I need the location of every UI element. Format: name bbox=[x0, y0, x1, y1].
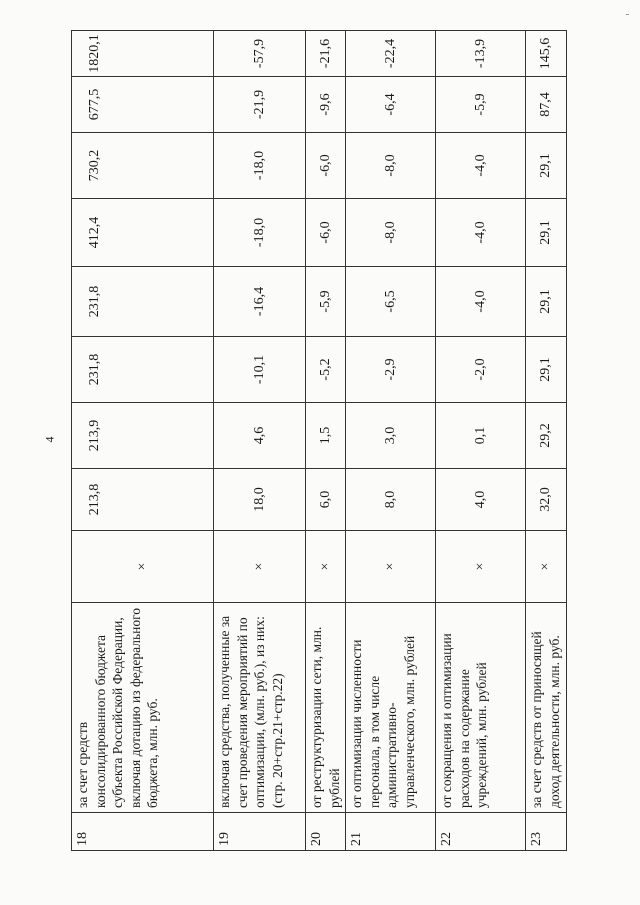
value-cell: -2,9 bbox=[346, 337, 436, 403]
value-cell: -10,1 bbox=[214, 337, 306, 403]
row-label: от сокращения и оптимизации расходов на содержание учреждений, млн. рублей bbox=[436, 603, 526, 813]
value-cell: 29,1 bbox=[526, 199, 567, 267]
row-number: 20 bbox=[306, 813, 346, 851]
row-label: от оптимизации численности персонала, в том числе административно-управленческого, млн. рублей bbox=[346, 603, 436, 813]
value-cell: -18,0 bbox=[214, 133, 306, 199]
value-cell: 32,0 bbox=[526, 469, 567, 531]
value-cell: -4,0 bbox=[436, 199, 526, 267]
value-cell: 0,1 bbox=[436, 403, 526, 469]
value-cell: 1,5 bbox=[306, 403, 346, 469]
value-cell: -5,9 bbox=[436, 77, 526, 133]
value-cell: -18,0 bbox=[214, 199, 306, 267]
value-cell: 3,0 bbox=[346, 403, 436, 469]
value-cell: 29,1 bbox=[526, 337, 567, 403]
row-number: 18 bbox=[72, 813, 214, 851]
table-row bbox=[346, 31, 436, 851]
row-number: 23 bbox=[526, 813, 567, 851]
value-cell: 213,9 bbox=[72, 403, 214, 469]
value-cell: -6,4 bbox=[346, 77, 436, 133]
value-cell: -8,0 bbox=[346, 199, 436, 267]
scan-mark bbox=[626, 14, 629, 15]
value-cell: 1820,1 bbox=[72, 31, 214, 77]
value-cell: 412,4 bbox=[72, 199, 214, 267]
value-cell: -13,9 bbox=[436, 31, 526, 77]
value-cell: -6,0 bbox=[306, 199, 346, 267]
value-cell: 4,6 bbox=[214, 403, 306, 469]
page-number: 4 bbox=[42, 436, 57, 443]
unit-mark-cell: × bbox=[346, 531, 436, 603]
table-row bbox=[214, 31, 306, 851]
value-cell: -4,0 bbox=[436, 267, 526, 337]
value-cell: -22,4 bbox=[346, 31, 436, 77]
row-label: за счет средств от приносящей доход деятельности, млн. руб. bbox=[526, 603, 567, 813]
row-number: 22 bbox=[436, 813, 526, 851]
value-cell: -5,9 bbox=[306, 267, 346, 337]
row-label: за счет средств консолидированного бюджета субъекта Российской Федерации, включая дотацию из федерального бюджета, млн. руб. bbox=[72, 603, 214, 813]
value-cell: -8,0 bbox=[346, 133, 436, 199]
value-cell: 8,0 bbox=[346, 469, 436, 531]
unit-mark-cell: × bbox=[214, 531, 306, 603]
value-cell: 231,8 bbox=[72, 267, 214, 337]
value-cell: 231,8 bbox=[72, 337, 214, 403]
value-cell: 18,0 bbox=[214, 469, 306, 531]
value-cell: 29,1 bbox=[526, 133, 567, 199]
unit-mark-cell: × bbox=[72, 531, 214, 603]
value-cell: -5,2 bbox=[306, 337, 346, 403]
value-cell: -4,0 bbox=[436, 133, 526, 199]
budget-table bbox=[71, 30, 567, 851]
value-cell: -9,6 bbox=[306, 77, 346, 133]
value-cell: 213,8 bbox=[72, 469, 214, 531]
rotated-sheet bbox=[71, 31, 564, 851]
table-row bbox=[436, 31, 526, 851]
value-cell: -16,4 bbox=[214, 267, 306, 337]
unit-mark-cell: × bbox=[526, 531, 567, 603]
table-row bbox=[306, 31, 346, 851]
row-label: включая средства, полученные за счет проведения мероприятий по оптимизации, (млн. руб.), из них: (стр. 20+стр.21+стр.22) bbox=[214, 603, 306, 813]
value-cell: -21,6 bbox=[306, 31, 346, 77]
unit-mark-cell: × bbox=[436, 531, 526, 603]
value-cell: 730,2 bbox=[72, 133, 214, 199]
row-number: 21 bbox=[346, 813, 436, 851]
value-cell: 4,0 bbox=[436, 469, 526, 531]
value-cell: 29,2 bbox=[526, 403, 567, 469]
value-cell: 87,4 bbox=[526, 77, 567, 133]
value-cell: 6,0 bbox=[306, 469, 346, 531]
row-label: от реструктуризации сети, млн. рублей bbox=[306, 603, 346, 813]
table-row bbox=[72, 31, 214, 851]
value-cell: -2,0 bbox=[436, 337, 526, 403]
unit-mark-cell: × bbox=[306, 531, 346, 603]
value-cell: 145,6 bbox=[526, 31, 567, 77]
value-cell: 29,1 bbox=[526, 267, 567, 337]
value-cell: -6,5 bbox=[346, 267, 436, 337]
value-cell: -6,0 bbox=[306, 133, 346, 199]
row-number: 19 bbox=[214, 813, 306, 851]
value-cell: 677,5 bbox=[72, 77, 214, 133]
value-cell: -21,9 bbox=[214, 77, 306, 133]
table-row bbox=[526, 31, 567, 851]
value-cell: -57,9 bbox=[214, 31, 306, 77]
